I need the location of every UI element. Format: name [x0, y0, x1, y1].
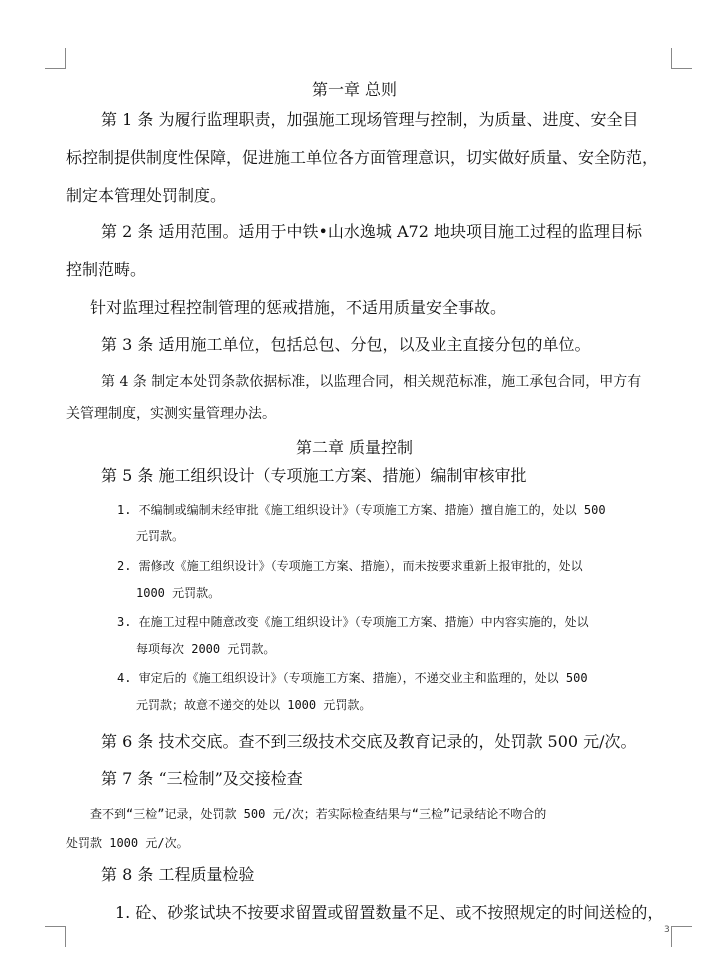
article-2-line-3: 针对监理过程控制管理的惩戒措施，不适用质量安全事故。 [90, 298, 507, 317]
article-5-title: 第 5 条 施工组织设计（专项施工方案、措施）编制审核审批 [101, 466, 527, 485]
article-3: 第 3 条 适用施工单位，包括总包、分包，以及业主直接分包的单位。 [101, 335, 591, 354]
article-1-line-3: 制定本管理处罚制度。 [66, 186, 227, 205]
article-8-line-1: 1. 砼、砂浆试块不按要求留置或留置数量不足、或不按照规定的时间送检的， [115, 903, 664, 922]
crop-mark-top-left [45, 48, 66, 69]
article-1-line-2: 标控制提供制度性保障，促进施工单位各方面管理意识，切实做好质量、安全防范， [66, 148, 659, 167]
article-5-item-2-line-2: 1000 元罚款。 [136, 586, 221, 600]
article-5-item-3-line-2: 每项每次 2000 元罚款。 [136, 642, 276, 656]
article-4-line-1: 第 4 条 制定本处罚条款依据标准，以监理合同，相关规范标准，施工承包合同，甲方有 [101, 374, 642, 390]
article-5-item-2-line-1: 2. 需修改《施工组织设计》（专项施工方案、措施），而未按要求重新上报审批的，处以 [117, 559, 583, 573]
article-2-line-2: 控制范畴。 [66, 260, 147, 279]
article-7-title: 第 7 条 “三检制”及交接检查 [101, 769, 303, 788]
article-5-item-3-line-1: 3. 在施工过程中随意改变《施工组织设计》（专项施工方案、措施）中内容实施的，处以 [117, 615, 589, 629]
page-number: 3 [664, 925, 670, 935]
article-7-line-1: 查不到“三检”记录，处罚款 500 元/次；若实际检查结果与“三检”记录结论不吻合的 [90, 807, 547, 821]
article-2-line-1: 第 2 条 适用范围。适用于中铁•山水逸城 A72 地块项目施工过程的监理目标 [101, 222, 642, 241]
article-6: 第 6 条 技术交底。查不到三级技术交底及教育记录的，处罚款 500 元/次。 [101, 732, 637, 751]
chapter-1-title: 第一章 总则 [311, 80, 398, 99]
article-5-item-1-line-2: 元罚款。 [136, 529, 185, 543]
crop-mark-top-right [671, 48, 692, 69]
article-7-line-2: 处罚款 1000 元/次。 [66, 836, 189, 850]
article-4-line-2: 关管理制度，实测实量管理办法。 [66, 406, 276, 422]
article-5-item-4-line-2: 元罚款；故意不递交的处以 1000 元罚款。 [136, 698, 372, 712]
article-1-line-1: 第 1 条 为履行监理职责，加强施工现场管理与控制，为质量、进度、安全目 [101, 110, 639, 129]
article-8-title: 第 8 条 工程质量检验 [101, 865, 255, 884]
crop-mark-bottom-left [45, 926, 66, 947]
chapter-2-title: 第二章 质量控制 [295, 438, 414, 457]
article-5-item-1-line-1: 1. 不编制或编制未经审批《施工组织设计》（专项施工方案、措施）擅自施工的，处以 500 [117, 503, 606, 517]
article-5-item-4-line-1: 4. 审定后的《施工组织设计》（专项施工方案、措施），不递交业主和监理的，处以 500 [117, 671, 588, 685]
crop-mark-bottom-right [671, 926, 692, 947]
